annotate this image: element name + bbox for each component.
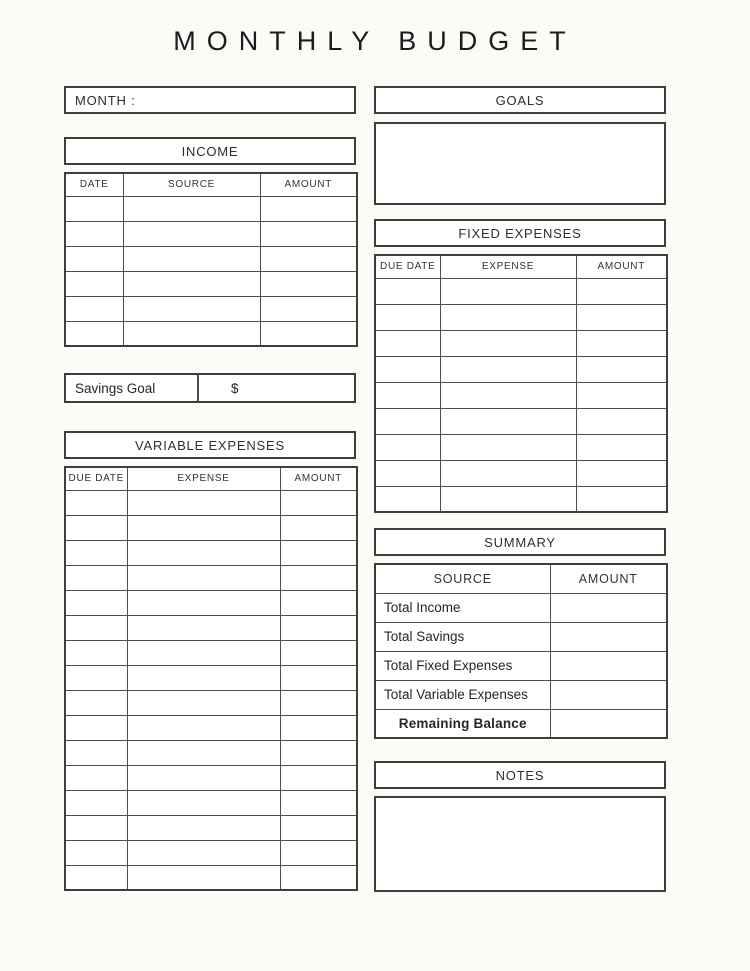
empty-fillin-cell[interactable] [127,740,280,765]
table-row [65,196,357,221]
empty-fillin-cell[interactable] [127,790,280,815]
savings-goal-amount-field[interactable] [199,375,354,401]
empty-fillin-cell[interactable] [127,690,280,715]
table-row [65,640,357,665]
empty-fillin-cell[interactable] [127,540,280,565]
goals-header [374,86,666,114]
empty-fillin-cell[interactable] [127,640,280,665]
empty-fillin-cell[interactable] [123,196,260,221]
summary-col-source: SOURCE [375,564,550,593]
empty-fillin-cell[interactable] [65,246,123,271]
table-row [65,615,357,640]
empty-fillin-cell[interactable] [65,515,127,540]
table-row [375,278,667,304]
right-column [374,86,666,892]
empty-fillin-cell[interactable] [65,221,123,246]
savings-goal-label: Savings Goal [66,375,199,401]
table-row [65,865,357,890]
empty-fillin-cell[interactable] [65,790,127,815]
fixed-col-expense: EXPENSE [440,255,576,278]
empty-fillin-cell[interactable] [280,615,357,640]
empty-fillin-cell[interactable] [260,271,357,296]
empty-fillin-cell[interactable] [280,640,357,665]
currency-symbol: $ [231,380,239,396]
variable-expenses-table [64,466,358,891]
empty-fillin-cell[interactable] [127,765,280,790]
summary-row-label: Total Fixed Expenses [375,651,550,680]
empty-fillin-cell[interactable] [280,715,357,740]
empty-fillin-cell[interactable] [127,490,280,515]
empty-fillin-cell[interactable] [65,765,127,790]
table-row [65,565,357,590]
empty-fillin-cell[interactable] [576,408,667,434]
fixed-expenses-header-label: FIXED EXPENSES [458,225,582,241]
income-header [64,137,356,165]
table-row [375,382,667,408]
table-row [65,221,357,246]
table-row [65,271,357,296]
empty-fillin-cell[interactable] [260,246,357,271]
empty-fillin-cell[interactable] [375,434,440,460]
empty-fillin-cell[interactable] [123,296,260,321]
table-row [65,815,357,840]
empty-fillin-cell[interactable] [375,278,440,304]
table-row [65,840,357,865]
empty-fillin-cell[interactable] [375,330,440,356]
empty-fillin-cell[interactable] [127,515,280,540]
income-table [64,172,358,347]
empty-fillin-cell[interactable] [65,565,127,590]
empty-fillin-cell[interactable] [65,615,127,640]
empty-fillin-cell[interactable] [123,246,260,271]
empty-fillin-cell[interactable] [280,515,357,540]
empty-fillin-cell[interactable] [127,665,280,690]
variable-expenses-header-label: VARIABLE EXPENSES [135,437,285,453]
income-header-row [65,173,357,196]
fixed-col-due-date: DUE DATE [375,255,440,278]
summary-row [375,593,667,622]
empty-fillin-cell[interactable] [123,271,260,296]
income-header-label: INCOME [181,143,239,159]
empty-fillin-cell[interactable] [280,690,357,715]
variable-col-due-date: DUE DATE [65,467,127,490]
empty-fillin-cell[interactable] [260,321,357,346]
summary-row [375,622,667,651]
empty-fillin-cell[interactable] [576,278,667,304]
empty-fillin-cell[interactable] [375,460,440,486]
month-field[interactable] [64,86,356,114]
empty-fillin-cell[interactable] [440,434,576,460]
summary-header-label: SUMMARY [484,534,556,550]
table-row [65,321,357,346]
goals-writein-area[interactable] [374,122,666,205]
empty-fillin-cell[interactable] [123,321,260,346]
empty-fillin-cell[interactable] [576,304,667,330]
empty-fillin-cell[interactable] [65,640,127,665]
empty-fillin-cell[interactable] [127,715,280,740]
table-row [375,304,667,330]
empty-fillin-cell[interactable] [127,565,280,590]
empty-fillin-cell[interactable] [576,330,667,356]
summary-amount-fillin-cell[interactable] [550,651,667,680]
table-row [65,715,357,740]
table-row [65,665,357,690]
empty-fillin-cell[interactable] [65,540,127,565]
empty-fillin-cell[interactable] [65,296,123,321]
empty-fillin-cell[interactable] [440,356,576,382]
income-col-date: DATE [65,173,123,196]
notes-writein-area[interactable] [374,796,666,892]
variable-col-expense: EXPENSE [127,467,280,490]
empty-fillin-cell[interactable] [375,304,440,330]
empty-fillin-cell[interactable] [375,356,440,382]
table-row [375,486,667,512]
summary-row [375,651,667,680]
table-row [65,515,357,540]
summary-row-label: Total Savings [375,622,550,651]
empty-fillin-cell[interactable] [280,790,357,815]
empty-fillin-cell[interactable] [576,382,667,408]
empty-fillin-cell[interactable] [280,840,357,865]
empty-fillin-cell[interactable] [127,840,280,865]
empty-fillin-cell[interactable] [65,740,127,765]
fixed-expenses-header-row [375,255,667,278]
summary-row-label: Total Income [375,593,550,622]
fixed-col-amount: AMOUNT [576,255,667,278]
summary-table [374,563,668,739]
table-row [65,690,357,715]
table-row [375,408,667,434]
goals-header-label: GOALS [495,92,545,108]
empty-fillin-cell[interactable] [280,540,357,565]
summary-row-label: Total Variable Expenses [375,680,550,709]
empty-fillin-cell[interactable] [127,615,280,640]
table-row [375,434,667,460]
empty-fillin-cell[interactable] [440,330,576,356]
empty-fillin-cell[interactable] [280,865,357,890]
empty-fillin-cell[interactable] [280,590,357,615]
variable-expenses-header [64,431,356,459]
table-row [65,590,357,615]
empty-fillin-cell[interactable] [65,815,127,840]
empty-fillin-cell[interactable] [65,840,127,865]
table-row [375,330,667,356]
table-row [65,765,357,790]
empty-fillin-cell[interactable] [65,196,123,221]
empty-fillin-cell[interactable] [123,221,260,246]
empty-fillin-cell[interactable] [440,460,576,486]
empty-fillin-cell[interactable] [440,486,576,512]
empty-fillin-cell[interactable] [576,460,667,486]
empty-fillin-cell[interactable] [260,296,357,321]
empty-fillin-cell[interactable] [280,565,357,590]
columns [0,86,750,892]
empty-fillin-cell[interactable] [260,221,357,246]
table-row [65,790,357,815]
summary-amount-fillin-cell[interactable] [550,680,667,709]
income-col-source: SOURCE [123,173,260,196]
empty-fillin-cell[interactable] [65,715,127,740]
empty-fillin-cell[interactable] [375,408,440,434]
month-label: MONTH : [75,92,136,108]
empty-fillin-cell[interactable] [65,490,127,515]
empty-fillin-cell[interactable] [440,382,576,408]
table-row [65,296,357,321]
fixed-expenses-table [374,254,668,513]
empty-fillin-cell[interactable] [576,434,667,460]
empty-fillin-cell[interactable] [440,408,576,434]
empty-fillin-cell[interactable] [65,865,127,890]
empty-fillin-cell[interactable] [280,490,357,515]
empty-fillin-cell[interactable] [576,486,667,512]
table-row [65,740,357,765]
summary-row [375,709,667,738]
summary-row [375,680,667,709]
empty-fillin-cell[interactable] [65,590,127,615]
left-column [64,86,356,892]
fixed-expenses-header [374,219,666,247]
summary-row-label: Remaining Balance [375,709,550,738]
notes-header [374,761,666,789]
table-row [65,246,357,271]
notes-header-label: NOTES [495,767,545,783]
empty-fillin-cell[interactable] [280,765,357,790]
page-title: MONTHLY BUDGET [173,26,577,56]
empty-fillin-cell[interactable] [127,865,280,890]
empty-fillin-cell[interactable] [375,382,440,408]
variable-expenses-header-row [65,467,357,490]
income-col-amount: AMOUNT [260,173,357,196]
summary-amount-fillin-cell[interactable] [550,622,667,651]
summary-header [374,528,666,556]
empty-fillin-cell[interactable] [65,271,123,296]
table-row [375,460,667,486]
table-row [65,540,357,565]
table-row [65,490,357,515]
empty-fillin-cell[interactable] [65,690,127,715]
summary-col-amount: AMOUNT [550,564,667,593]
summary-amount-fillin-cell[interactable] [550,709,667,738]
empty-fillin-cell[interactable] [280,740,357,765]
empty-fillin-cell[interactable] [576,356,667,382]
empty-fillin-cell[interactable] [280,665,357,690]
savings-goal-box [64,373,356,403]
summary-header-row [375,564,667,593]
empty-fillin-cell[interactable] [127,815,280,840]
table-row [375,356,667,382]
empty-fillin-cell[interactable] [65,321,123,346]
empty-fillin-cell[interactable] [65,665,127,690]
variable-col-amount: AMOUNT [280,467,357,490]
empty-fillin-cell[interactable] [127,590,280,615]
summary-amount-fillin-cell[interactable] [550,593,667,622]
empty-fillin-cell[interactable] [280,815,357,840]
empty-fillin-cell[interactable] [440,304,576,330]
empty-fillin-cell[interactable] [375,486,440,512]
empty-fillin-cell[interactable] [440,278,576,304]
empty-fillin-cell[interactable] [260,196,357,221]
